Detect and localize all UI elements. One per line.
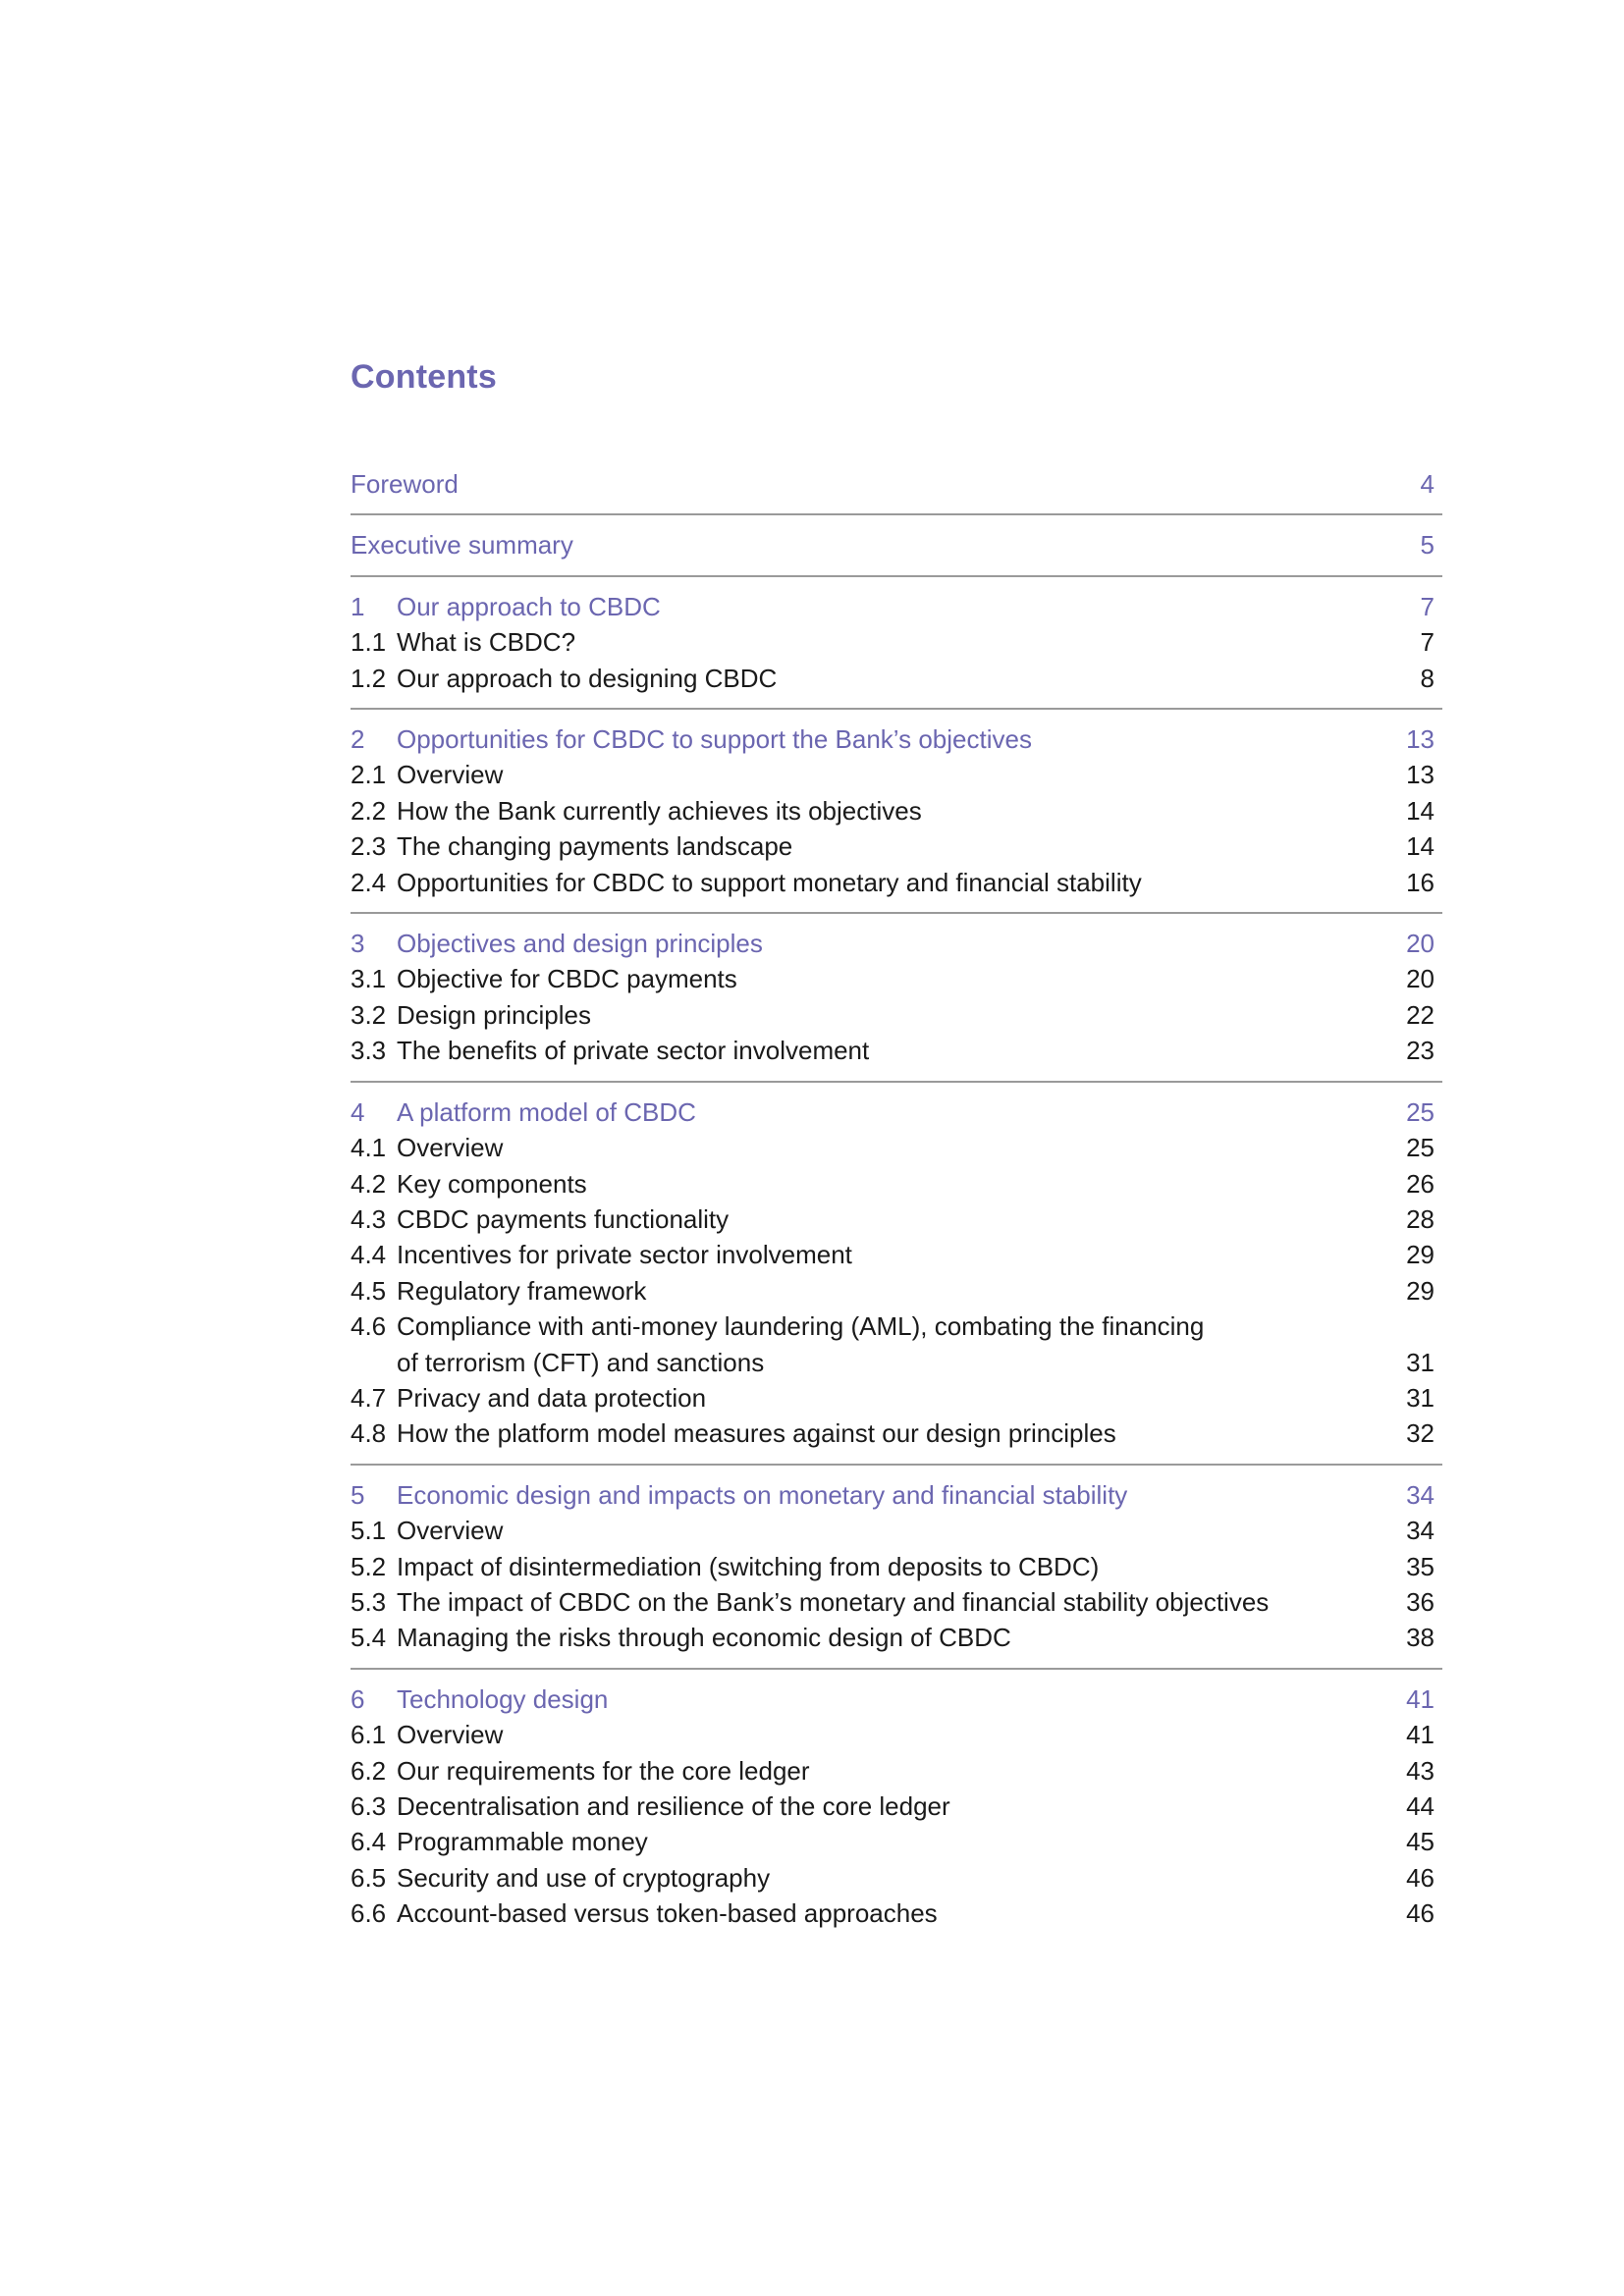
page-number: 45 (1406, 1827, 1435, 1857)
subsection-number: 2.1 (351, 760, 387, 790)
toc-chapter-entry[interactable] (351, 589, 1442, 624)
toc-subsection-entry[interactable] (351, 1789, 1442, 1824)
toc-chapter-entry[interactable] (351, 1095, 1442, 1130)
page-number: 13 (1406, 724, 1435, 755)
page-number: 41 (1406, 1720, 1435, 1750)
entry-title-line: Overview (397, 1516, 504, 1546)
subsection-number: 4.4 (351, 1240, 387, 1270)
toc-chapter-entry[interactable] (351, 1477, 1442, 1513)
page-number: 25 (1406, 1096, 1435, 1127)
page-number: 29 (1406, 1275, 1435, 1306)
entry-title-line: A platform model of CBDC (397, 1096, 696, 1127)
toc-subsection-entry[interactable] (351, 1824, 1442, 1859)
entry-title-line: Our approach to designing CBDC (397, 663, 778, 693)
subsection-title (397, 793, 1376, 828)
toc-chapter-entry[interactable] (351, 1682, 1442, 1717)
page-number: 22 (1406, 999, 1435, 1030)
subsection-title (397, 1415, 1376, 1451)
subsection-number: 4.3 (351, 1203, 387, 1234)
toc-section (351, 575, 1442, 708)
toc-subsection-entry[interactable] (351, 1753, 1442, 1789)
entry-title-line: Objective for CBDC payments (397, 964, 737, 994)
subsection-number: 5.2 (351, 1551, 387, 1581)
entry-title-line: Our requirements for the core ledger (397, 1755, 810, 1786)
toc-subsection-entry[interactable] (351, 1237, 1442, 1272)
toc-subsection-entry[interactable] (351, 1513, 1442, 1548)
subsection-title (397, 1584, 1376, 1620)
toc-subsection-entry[interactable] (351, 1033, 1442, 1068)
subsection-number: 6.3 (351, 1791, 387, 1821)
page-number: 46 (1406, 1862, 1435, 1893)
toc-subsection-entry[interactable] (351, 1166, 1442, 1201)
subsection-title (397, 1789, 1376, 1824)
subsection-title (397, 1896, 1376, 1931)
page-number: 36 (1406, 1586, 1435, 1617)
toc-subsection-entry[interactable] (351, 1620, 1442, 1655)
subsection-number: 4.2 (351, 1168, 387, 1199)
subsection-title (397, 1549, 1376, 1584)
page-number: 13 (1406, 760, 1435, 790)
toc-subsection-entry[interactable] (351, 1549, 1442, 1584)
subsection-number: 6.2 (351, 1755, 387, 1786)
chapter-title (397, 1095, 1376, 1130)
subsection-number: 2.4 (351, 867, 387, 897)
entry-title-line: Incentives for private sector involvement (397, 1240, 852, 1270)
entry-title-line: Managing the risks through economic design of CBDC (397, 1623, 1011, 1653)
subsection-number: 6.1 (351, 1720, 387, 1750)
page-number: 35 (1406, 1551, 1435, 1581)
page-number: 44 (1406, 1791, 1435, 1821)
toc-subsection-entry[interactable] (351, 1896, 1442, 1931)
toc-chapter-entry[interactable] (351, 926, 1442, 961)
toc-subsection-entry[interactable] (351, 624, 1442, 660)
subsection-title (397, 757, 1376, 792)
entry-title-line: How the platform model measures against our design principles (397, 1418, 1116, 1449)
chapter-number: 6 (351, 1683, 365, 1714)
subsection-number: 4.1 (351, 1133, 387, 1163)
chapter-title (397, 926, 1376, 961)
toc-subsection-entry[interactable] (351, 1308, 1442, 1380)
toc-section (351, 1464, 1442, 1668)
entry-title-line: Decentralisation and resilience of the core ledger (397, 1791, 950, 1821)
page-number: 29 (1406, 1240, 1435, 1270)
subsection-title (397, 1824, 1376, 1859)
entry-title-line: How the Bank currently achieves its objectives (397, 795, 922, 826)
chapter-number: 1 (351, 591, 365, 621)
subsection-number: 3.1 (351, 964, 387, 994)
page-number: 34 (1406, 1479, 1435, 1510)
subsection-title (397, 1860, 1376, 1896)
toc-subsection-entry[interactable] (351, 1130, 1442, 1165)
subsection-number: 2.3 (351, 831, 387, 862)
page-number: 31 (1406, 1347, 1435, 1377)
toc-section (351, 708, 1442, 912)
entry-title-line: Overview (397, 760, 504, 790)
chapter-number: 2 (351, 724, 365, 755)
chapter-title (397, 1477, 1376, 1513)
page-number: 32 (1406, 1418, 1435, 1449)
page-number: 31 (1406, 1382, 1435, 1413)
chapter-title (351, 466, 1376, 502)
subsection-number: 5.4 (351, 1623, 387, 1653)
page-number: 4 (1420, 469, 1435, 499)
chapter-title (397, 721, 1376, 757)
toc-subsection-entry[interactable] (351, 1273, 1442, 1308)
toc-subsection-entry[interactable] (351, 1201, 1442, 1237)
page-number: 46 (1406, 1898, 1435, 1929)
page-number: 20 (1406, 964, 1435, 994)
toc-chapter-entry[interactable] (351, 721, 1442, 757)
toc-section (351, 1668, 1442, 1944)
page-number: 5 (1420, 530, 1435, 561)
toc-subsection-entry[interactable] (351, 1380, 1442, 1415)
toc-subsection-entry[interactable] (351, 1860, 1442, 1896)
subsection-title (397, 624, 1376, 660)
entry-title-line: The benefits of private sector involvement (397, 1036, 870, 1066)
entry-title-line: Key components (397, 1168, 587, 1199)
toc-section (351, 466, 1442, 513)
entry-title-line: Overview (397, 1720, 504, 1750)
toc-subsection-entry[interactable] (351, 661, 1442, 696)
subsection-title (397, 961, 1376, 996)
entry-title-line: Compliance with anti-money laundering (AML), combating the financing (397, 1311, 1205, 1342)
entry-title-line: What is CBDC? (397, 627, 576, 658)
subsection-title (397, 865, 1376, 900)
page-number: 38 (1406, 1623, 1435, 1653)
entry-title-line: Opportunities for CBDC to support monetary and financial stability (397, 867, 1142, 897)
subsection-number: 4.8 (351, 1418, 387, 1449)
subsection-number: 3.2 (351, 999, 387, 1030)
page-number: 28 (1406, 1203, 1435, 1234)
subsection-title (397, 1130, 1376, 1165)
subsection-title (397, 661, 1376, 696)
toc-section (351, 513, 1442, 574)
page-number: 23 (1406, 1036, 1435, 1066)
page-number: 34 (1406, 1516, 1435, 1546)
entry-title-line: Our approach to CBDC (397, 591, 661, 621)
contents-page (351, 353, 1442, 1944)
toc-subsection-entry[interactable] (351, 1415, 1442, 1451)
subsection-number: 1.2 (351, 663, 387, 693)
subsection-title (397, 828, 1376, 864)
page-number: 16 (1406, 867, 1435, 897)
toc-subsection-entry[interactable] (351, 961, 1442, 996)
subsection-number: 5.1 (351, 1516, 387, 1546)
entry-title-line: Technology design (397, 1683, 609, 1714)
entry-title-line: CBDC payments functionality (397, 1203, 730, 1234)
page-number: 26 (1406, 1168, 1435, 1199)
toc-section (351, 1081, 1442, 1464)
chapter-number: 5 (351, 1479, 365, 1510)
subsection-title (397, 1308, 1376, 1380)
entry-title-line: Executive summary (351, 530, 573, 561)
toc-chapter-entry[interactable] (351, 527, 1442, 562)
chapter-number: 4 (351, 1096, 365, 1127)
subsection-title (397, 1201, 1376, 1237)
subsection-number: 4.5 (351, 1275, 387, 1306)
page-number: 14 (1406, 831, 1435, 862)
toc-subsection-entry[interactable] (351, 757, 1442, 792)
subsection-title (397, 1380, 1376, 1415)
subsection-number: 4.6 (351, 1311, 387, 1342)
subsection-number: 4.7 (351, 1382, 387, 1413)
entry-title-line: Account-based versus token-based approaches (397, 1898, 938, 1929)
subsection-number: 5.3 (351, 1586, 387, 1617)
subsection-title (397, 1237, 1376, 1272)
entry-title-line: Regulatory framework (397, 1275, 647, 1306)
page-number: 41 (1406, 1683, 1435, 1714)
subsection-title (397, 1753, 1376, 1789)
table-of-contents (351, 466, 1442, 1944)
toc-subsection-entry[interactable] (351, 828, 1442, 864)
page-title: Contents (351, 358, 497, 396)
entry-title-line: Design principles (397, 999, 591, 1030)
entry-title-line: Objectives and design principles (397, 929, 763, 959)
subsection-number: 6.4 (351, 1827, 387, 1857)
page-number: 7 (1420, 627, 1435, 658)
toc-subsection-entry[interactable] (351, 865, 1442, 900)
toc-subsection-entry[interactable] (351, 1584, 1442, 1620)
entry-title-line: Security and use of cryptography (397, 1862, 771, 1893)
entry-title-line-continued: of terrorism (CFT) and sanctions (397, 1347, 765, 1377)
entry-title-line: Economic design and impacts on monetary and financial stability (397, 1479, 1128, 1510)
subsection-title (397, 1033, 1376, 1068)
page-number: 20 (1406, 929, 1435, 959)
entry-title-line: Impact of disintermediation (switching from deposits to CBDC) (397, 1551, 1100, 1581)
subsection-number: 6.6 (351, 1898, 387, 1929)
subsection-number: 2.2 (351, 795, 387, 826)
toc-chapter-entry[interactable] (351, 466, 1442, 502)
toc-subsection-entry[interactable] (351, 1717, 1442, 1752)
chapter-title (397, 589, 1376, 624)
subsection-number: 1.1 (351, 627, 387, 658)
page-number: 14 (1406, 795, 1435, 826)
page-number: 43 (1406, 1755, 1435, 1786)
subsection-title (397, 1513, 1376, 1548)
entry-title-line: The impact of CBDC on the Bank’s monetary and financial stability objectives (397, 1586, 1270, 1617)
subsection-title (397, 1620, 1376, 1655)
page-number: 25 (1406, 1133, 1435, 1163)
toc-subsection-entry[interactable] (351, 793, 1442, 828)
entry-title-line: Foreword (351, 469, 459, 499)
chapter-title (397, 1682, 1376, 1717)
entry-title-line: Overview (397, 1133, 504, 1163)
subsection-number: 3.3 (351, 1036, 387, 1066)
subsection-title (397, 1273, 1376, 1308)
chapter-number: 3 (351, 929, 365, 959)
chapter-title (351, 527, 1376, 562)
subsection-title (397, 1717, 1376, 1752)
subsection-title (397, 1166, 1376, 1201)
subsection-number: 6.5 (351, 1862, 387, 1893)
toc-subsection-entry[interactable] (351, 997, 1442, 1033)
page-number: 7 (1420, 591, 1435, 621)
entry-title-line: Programmable money (397, 1827, 648, 1857)
entry-title-line: The changing payments landscape (397, 831, 793, 862)
subsection-title (397, 997, 1376, 1033)
entry-title-line: Opportunities for CBDC to support the Bank’s objectives (397, 724, 1032, 755)
entry-title-line: Privacy and data protection (397, 1382, 707, 1413)
toc-section (351, 912, 1442, 1081)
page-number: 8 (1420, 663, 1435, 693)
